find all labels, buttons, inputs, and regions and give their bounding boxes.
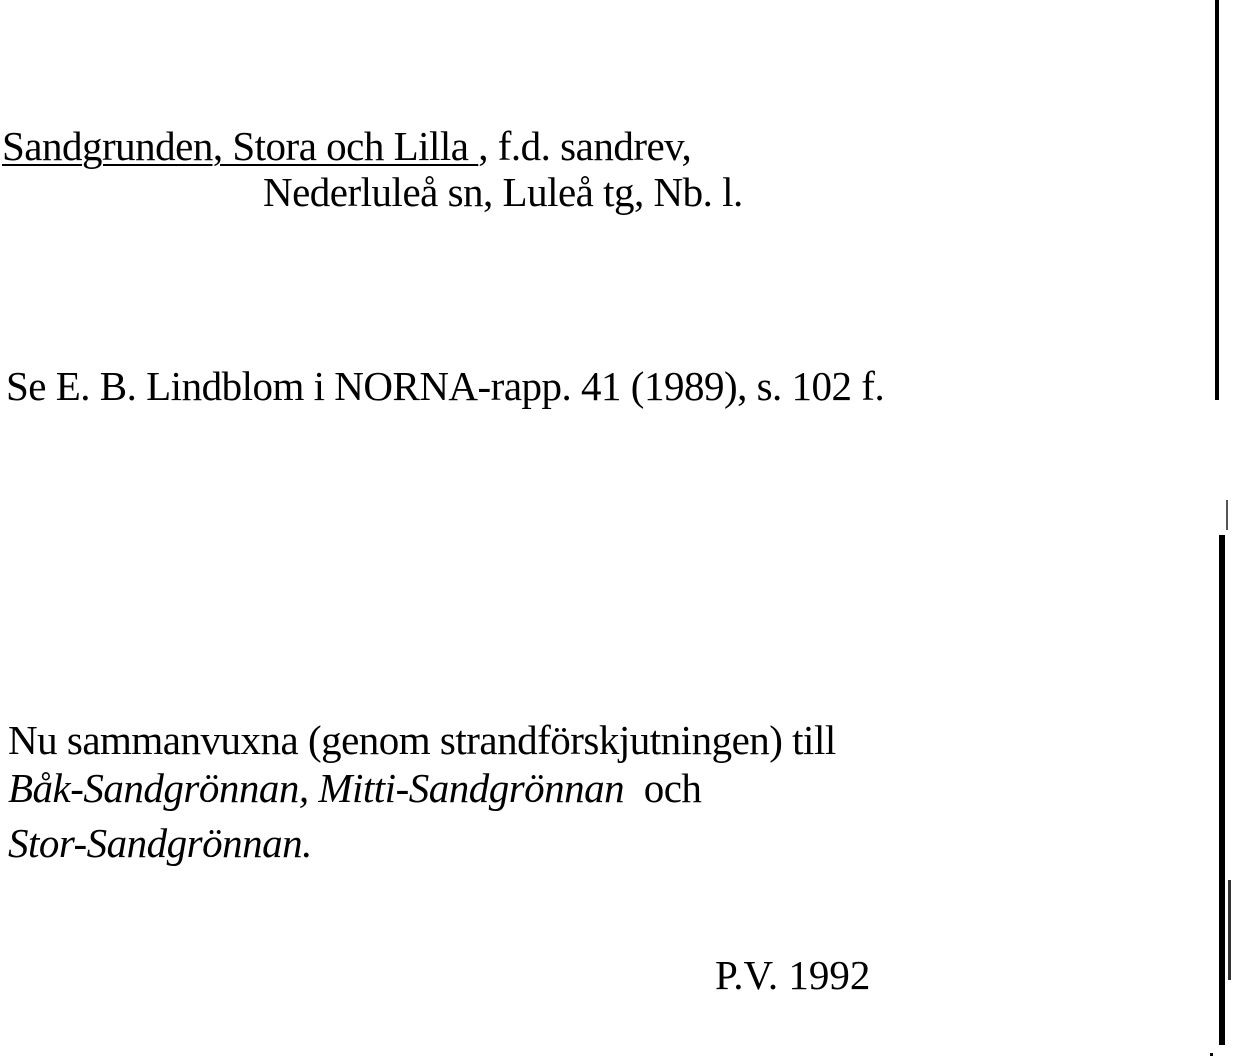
scan-edge-bottom bbox=[1219, 535, 1225, 1045]
place-name-heading: Sandgrunden, Stora och Lilla bbox=[2, 123, 479, 169]
place-location: Nederluleå sn, Luleå tg, Nb. l. bbox=[263, 169, 743, 215]
note-intro: Nu sammanvuxna (genom strandförskjutningen) till bbox=[8, 717, 836, 763]
scan-dot bbox=[1210, 1053, 1213, 1056]
place-name-mitti: Mitti-Sandgrönnan bbox=[318, 765, 625, 811]
note-separator: , bbox=[298, 765, 319, 811]
scan-speck bbox=[1228, 880, 1231, 980]
scan-edge-top bbox=[1215, 0, 1219, 400]
note-line-2 bbox=[8, 765, 702, 811]
note-conjunction: och bbox=[624, 765, 702, 811]
place-description: , f.d. sandrev, bbox=[478, 123, 692, 169]
card-heading-line-1 bbox=[2, 123, 692, 169]
scan-speck bbox=[1226, 500, 1228, 530]
place-name-bak: Båk-Sandgrönnan bbox=[8, 765, 299, 811]
source-reference: Se E. B. Lindblom i NORNA-rapp. 41 (1989), s. 102 f. bbox=[6, 363, 885, 409]
place-name-stor: Stor-Sandgrönnan. bbox=[8, 820, 312, 866]
signature: P.V. 1992 bbox=[715, 952, 871, 998]
